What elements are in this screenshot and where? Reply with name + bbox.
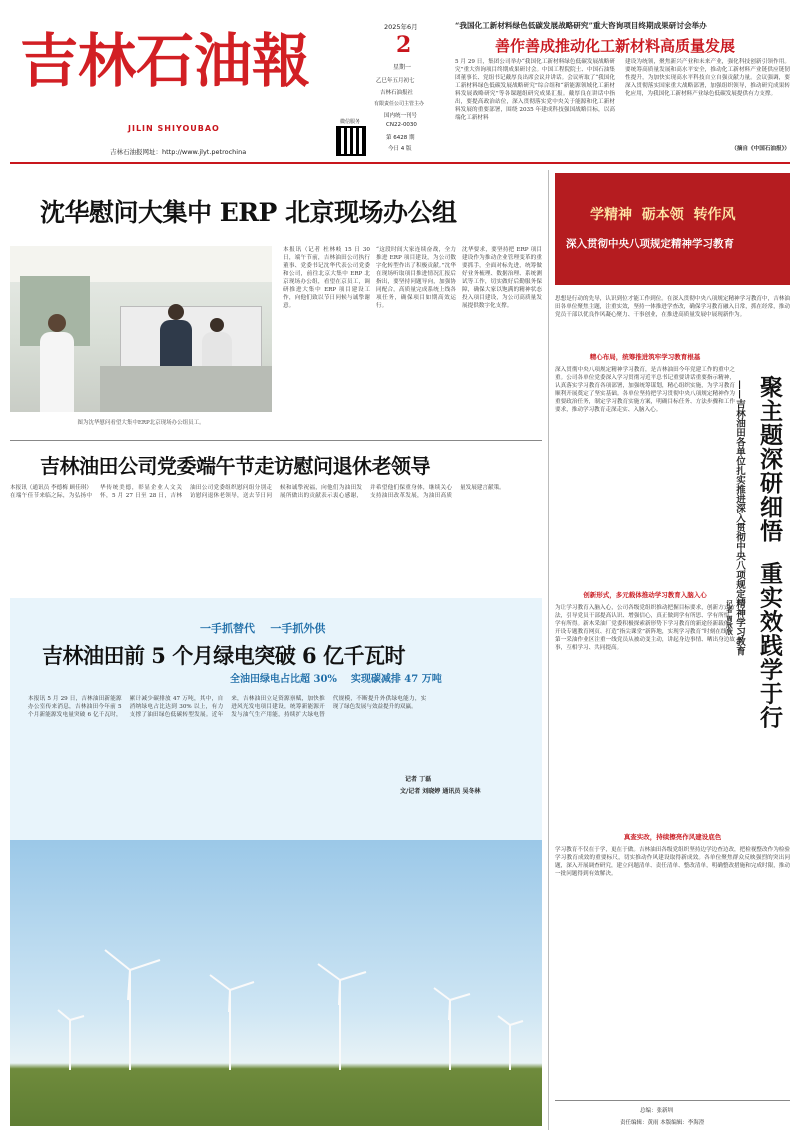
story2-caption: 图为沈华慰问看望大集中ERP北京现场办公组员工。 (77, 420, 205, 426)
story2-col3: 沈华要求，要坚持把 ERP 项目建设作为推动企业管理变革的重要抓手，全面对标先进，统筹做好业务梳理、数据治理、系统测试等工作，切实做好后勤服务保障，确保大家以饱满的精神状态投入项目建设，为公司高质量发展提供数字化支撑。 (462, 247, 542, 309)
right-intro: 思想是行动的先导，认识到位才能工作到位。在深入贯彻中央八项规定精神学习教育中，吉林油田各单位聚焦主题，注重实效，坚持一体推进学查改，确保学习教育融入日常，抓在经常，推动党员干部以优良作风凝心聚力、干事创业，在推进高质量发展中展现新作为。 (555, 296, 790, 318)
right-banner (555, 173, 790, 285)
masthead-website[interactable]: 吉林石油报网址：http://www.jlyt.petrochina (110, 148, 247, 156)
top-story-col2: 建设为统领，聚焦新兴产业和未来产业，强化科技创新引领作用。要统筹高质量发展和高水平安全，推动化工新材料产业链供应链韧性提升，为加快实现高水平科技自立自强贡献力量。会议强调，要深入贯彻落实国家重大战略部署，加强组织领导，推动研究成果转化应用，为我国化工新材料产业绿色低碳发展提供有力支撑。 (625, 59, 790, 97)
right-vertical-title[interactable]: 聚主题深研细悟 重实效践学于行 (756, 375, 783, 730)
story4-photo-credit: 记者 丁磊 (405, 776, 432, 783)
issue-date: 2025年6月 (384, 23, 418, 31)
issue-pages: 今日 4 版 (388, 146, 412, 152)
masthead-divider (10, 162, 790, 164)
right-sec2-text: 为让学习教育入脑入心，公司各级党组织推动把握目标要求，创新方式方法，引导党员干部提高认识、增强信心，真正做到学有所思、学有所悟、学有所得。新木采油厂党委积极探索新形势下学习教育的新途径新载体，开设专题教育网页、打造“指尖课堂”新阵地，实现学习教育“时刻在线”。第一采油作业区注重一线党员从被动变主动，讲起身边事情、晒出身边故事，互相学习、共同提高。 (555, 605, 735, 651)
right-sec3-text: 学习教育不仅在于学，更在于做。吉林油田各级党组织坚持边学边查边改，把检视整改作为检验学习教育成效的重要标尺，切实推动作风建设取得新成效。各单位聚焦群众反映强烈的突出问题，深入开展调查研究，建立问题清单、责任清单、整改清单，明确整改措施和完成时限，推动一批问题得到有效解决。 (555, 847, 790, 877)
column-divider (548, 170, 549, 1130)
top-story-source: （摘自《中国石油报》） (731, 146, 790, 152)
right-sec1-title: 精心布局，统筹推进筑牢学习教育根基 (589, 353, 701, 361)
story2-photo (10, 246, 272, 412)
right-editor: 总编：张新圳 (640, 1108, 674, 1114)
issue-number: 第 6428 期 (386, 135, 415, 141)
story3-title[interactable]: 吉林油田公司党委端午节走访慰问退休老领导 (40, 454, 430, 478)
story2-col2: “这段时间大家连续奋战，全力推进 ERP 项目建设，为公司数字化转型作出了积极贡献。”沈华在现场听取项目推进情况汇报后指出，要坚持问题导向，加强协同配合，高质量完成系统上线各项任务，确保项目如期高效运行。 (376, 247, 456, 309)
story4-photo (10, 840, 542, 1126)
right-vertical-sub: ——吉林油田各单位扎实推进深入贯彻中央八项规定精神学习教育 (734, 380, 745, 656)
top-story-col1: 5 月 29 日，集团公司举办“我国化工新材料绿色低碳发展战略研究”重大咨询项目终期成果研讨会。中国工程院院士、中国石油集团董事长、党组书记戴厚良出席会议并讲话。会议听取了“我国化工新材料绿色低碳发展战略研究”综合组和“新能源领域化工新材料发展战略研究”等各课题组研究成果汇报。戴厚良在讲话中指出，要提高政治站位，深入贯彻落实党中央关于能源和化工新材料发展的重要部署，围绕 2035 年建成科技强国战略目标，以高端化工新材料 (455, 59, 615, 121)
issue-serial-label: 国内统一刊号 (384, 113, 418, 119)
qr-code[interactable] (336, 126, 366, 156)
story3-text: 本报讯（通讯员 李德梅 顾佳琪）在端午佳节来临之际，为弘扬中华传统美德，彰显企业人文关怀，5 月 27 日至 28 日，吉林油田公司党委组织慰问组分别走访慰问退休老领导，送去节日问候和诚挚祝福，向他们为油田发展所做出的贡献表示衷心感谢，并希望他们保重身体，继续关心支持油田改革发展，为油田高质量发展建言献策。 (10, 485, 505, 499)
right-banner-line2: 深入贯彻中央八项规定精神学习教育 (566, 238, 734, 250)
story2-divider (10, 440, 542, 441)
story4-kicker: 一手抓替代 一手抓外供 (200, 622, 326, 635)
story4-title[interactable]: 吉林油田前 5 个月绿电突破 6 亿千瓦时 (42, 643, 405, 668)
story4-text: 本报讯 5 月 29 日，吉林油田新能源办公室传来消息，吉林油田今年前 5 个月新能源发电量突破 6 亿千瓦时，累计减少碳排放 47 万吨，其中，自消纳绿电占比达到 30% 以上，有力支撑了油田绿色低碳转型发展。近年来，吉林油田立足资源禀赋，加快推进风光发电项目建设，统筹新能源开发与油气生产用能，持续扩大绿电替代规模，不断提升外供绿电能力，实现了绿色发展与效益提升的双赢。 (28, 696, 427, 718)
issue-weekday: 星期一 (393, 64, 412, 71)
story4-deck: 全油田绿电占比超 30% 实现碳减排 47 万吨 (230, 674, 442, 685)
issue-serial: CN22-0030 (386, 122, 417, 128)
right-sec1-text: 深入贯彻中央八项规定精神学习教育，是吉林油田今年党建工作的重中之重。公司各单位党委深入学习贯彻习近平总书记重要讲话重要指示精神，认真落实学习教育各项部署，加强统筹谋划，精心组织实施，为学习教育顺利开展奠定了坚实基础。各单位坚持把学习贯彻中央八项规定精神作为重要政治任务，制定学习教育实施方案，明确目标任务、方法步骤和工作要求，推动学习教育走深走实、入脑入心。 (555, 367, 735, 413)
masthead-pinyin: JILIN SHIYOUBAO (128, 124, 220, 133)
qr-label: 微信服务 (340, 119, 361, 125)
right-footer-divider (555, 1100, 790, 1101)
issue-lunar: 乙巳年五月初七 (376, 78, 415, 84)
top-story-title[interactable]: 善作善成推动化工新材料高质量发展 (495, 37, 736, 55)
story4-byline: 文/记者 刘晓婷 通讯员 吴冬林 (400, 788, 481, 795)
right-banner-line1: 学精神 砺本领 转作风 (590, 207, 736, 223)
right-sec2-title: 创新形式，多元载体推动学习教育入脑入心 (583, 591, 707, 599)
issue-publisher: 有限责任公司主管主办 (374, 101, 425, 107)
story2-title[interactable]: 沈华慰问大集中 ERP 北京现场办公组 (40, 198, 457, 227)
right-vertical-author: 记者 周欣欣 (725, 600, 733, 635)
story2-col1: 本报讯（记者 杜林岐 15 日 30 日，端午节前，吉林油田公司执行董事、党委书记沈华代表公司党委和公司，前往北京大集中 ERP 北京现场办公组，看望在京员工，调研推进大集中 ERP 项目建设工作，向他们致以节日问候与诚挚谢意。 (283, 247, 370, 309)
issue-sponsor: 吉林石油报社 (380, 90, 414, 96)
right-sec3-title: 真查实改，持续擦亮作风建设底色 (623, 833, 722, 841)
right-editor2: 责任编辑：黄雨 本版编辑：李海澄 (620, 1120, 705, 1126)
masthead-title: 吉林石油報 (20, 27, 311, 95)
issue-day: 2 (396, 32, 412, 58)
top-story-kicker: “我国化工新材料绿色低碳发展战略研究”重大咨询项目终期成果研讨会举办 (455, 21, 707, 30)
